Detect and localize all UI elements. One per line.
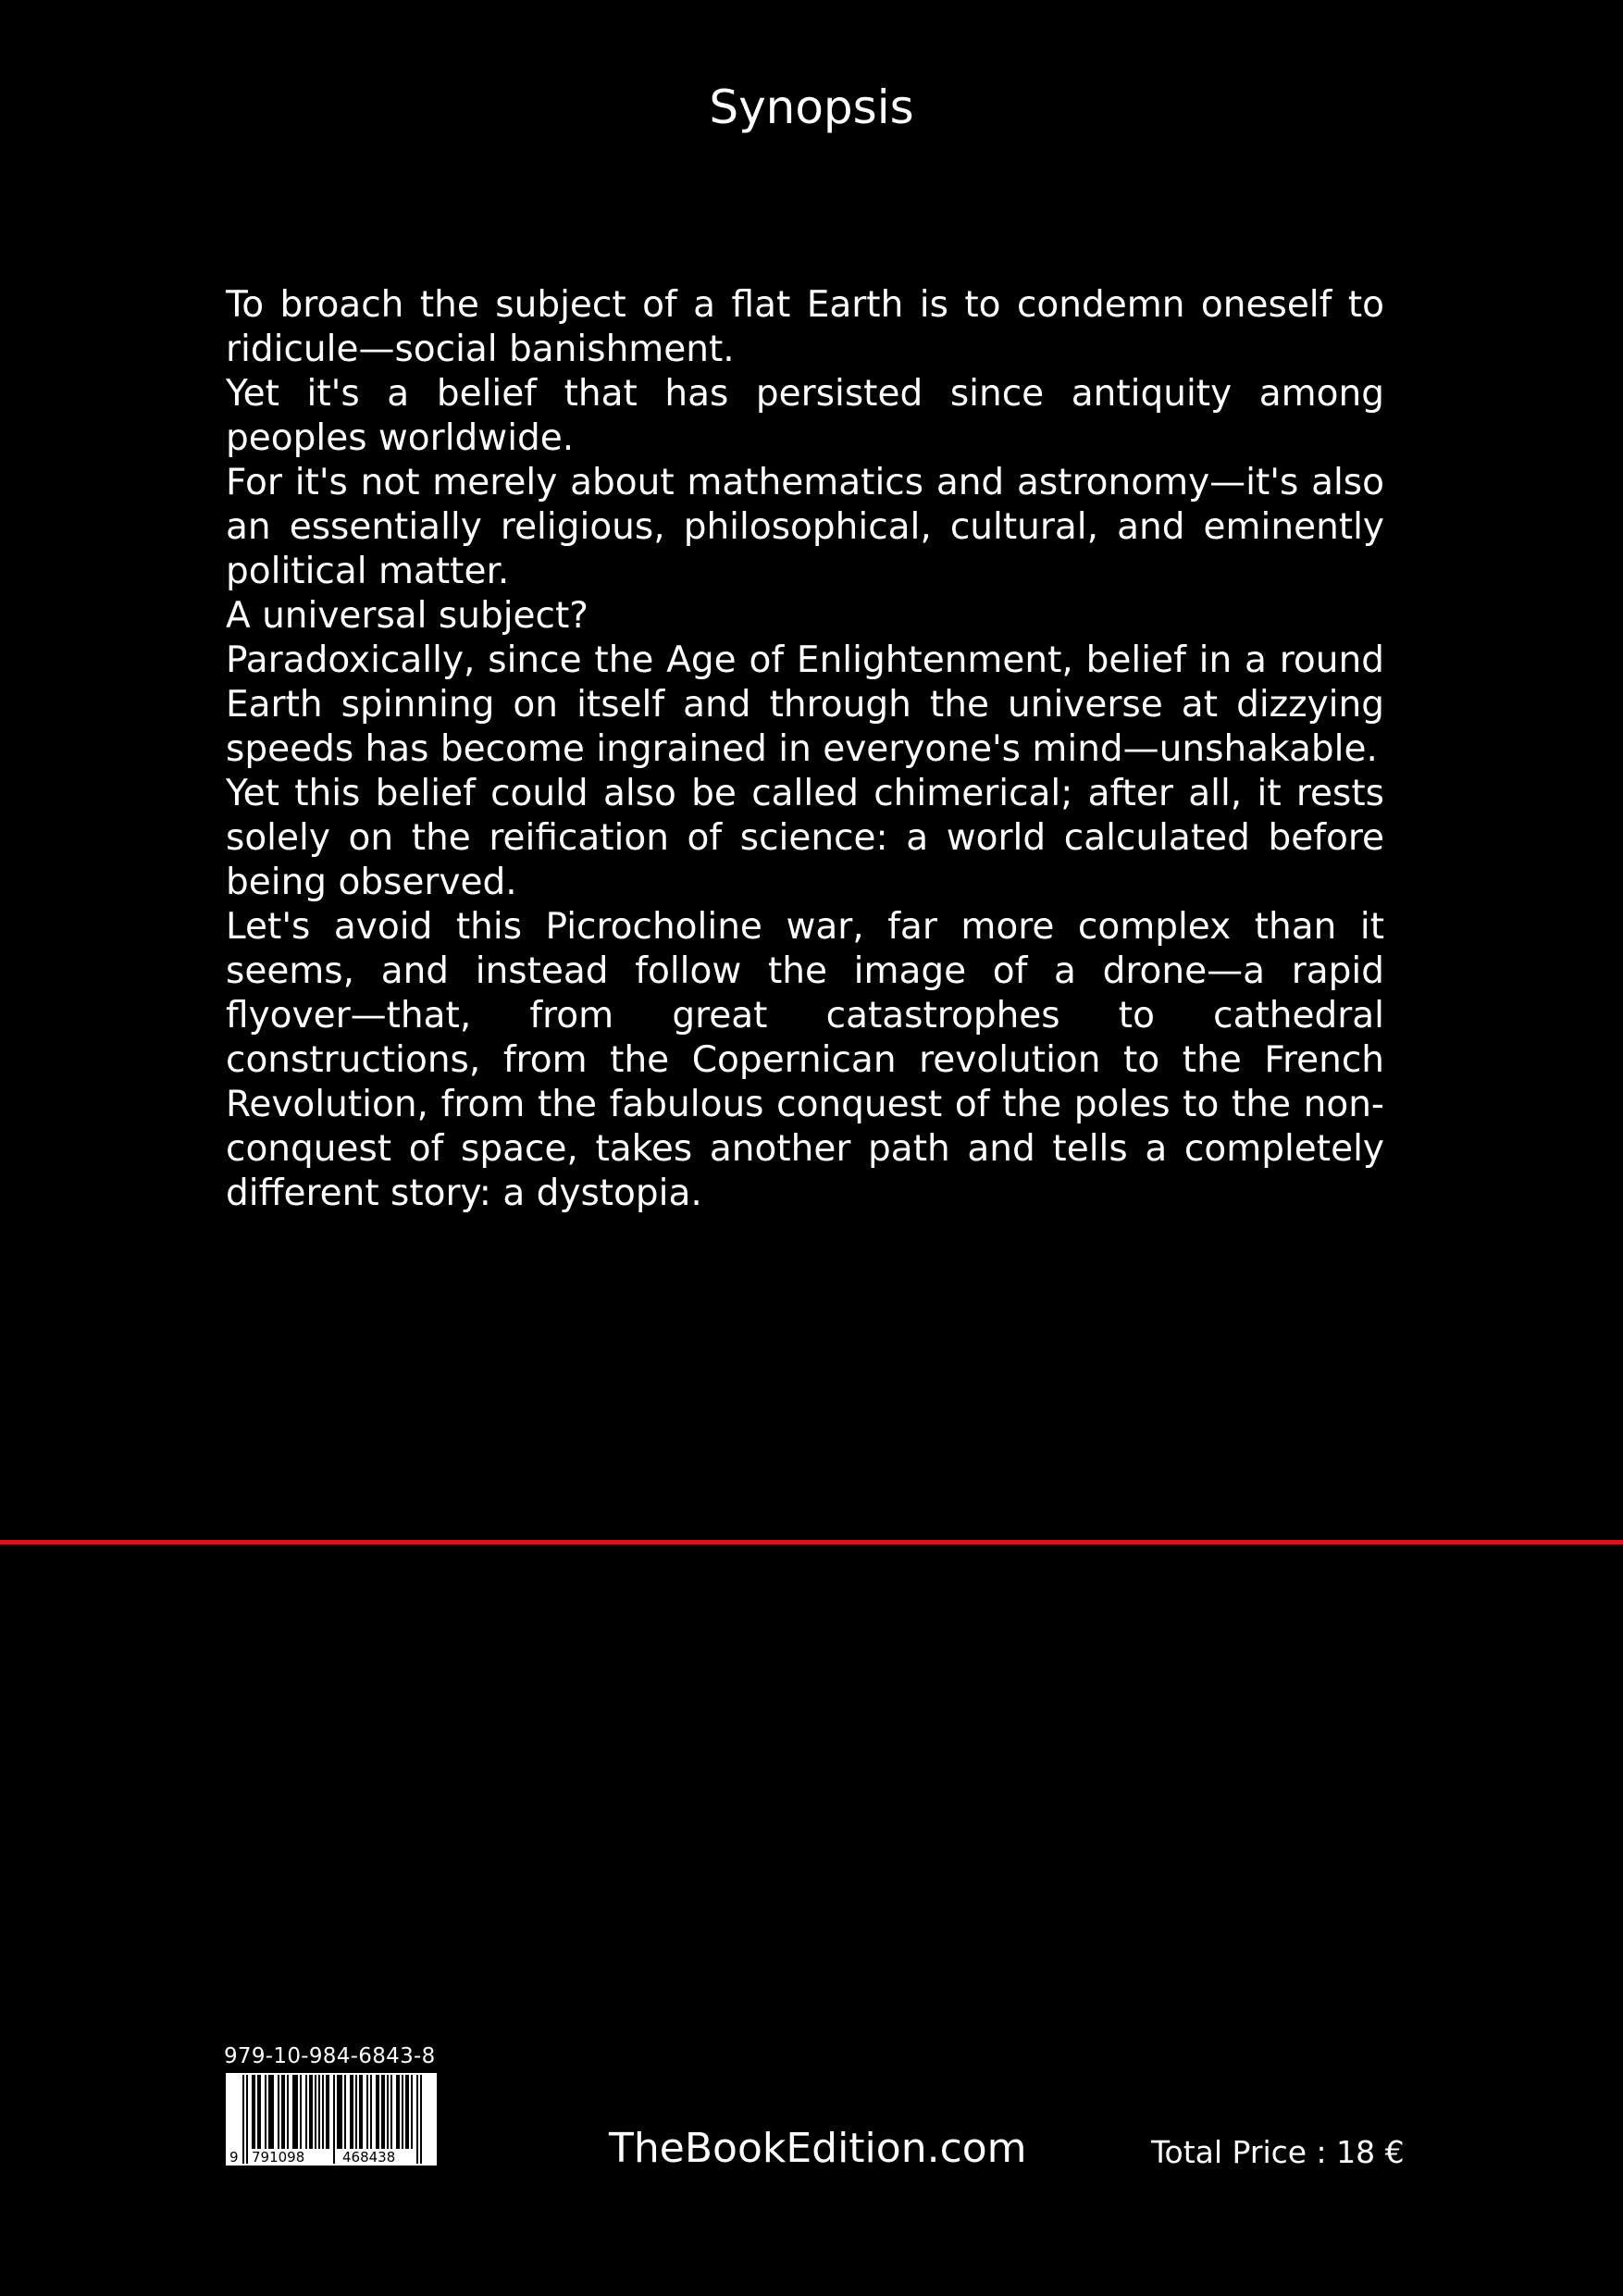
barcode-bar — [259, 2075, 261, 2149]
barcode-bar — [396, 2075, 398, 2149]
synopsis-paragraph: Let's avoid this Picrocholine war, far more complex than it seems, and instead follow the image of a drone—a rapid flyover—that, from great catastrophes to cathedral constructions, from the Copernican revolution to the French Revolution, from the fabulous conquest of the poles to the non-conquest of space, takes another path and tells a completely different story: a dystopia. — [226, 906, 1384, 1214]
red-divider — [0, 1540, 1623, 1545]
barcode-bar — [344, 2075, 346, 2149]
synopsis-paragraph: Yet it's a belief that has persisted since antiquity among peoples worldwide. — [226, 373, 1384, 459]
barcode-bar — [278, 2075, 279, 2149]
barcode-bar — [420, 2075, 422, 2164]
barcode-bar — [305, 2075, 307, 2149]
barcode-bar — [359, 2075, 361, 2149]
barcode-bar — [370, 2075, 372, 2149]
barcode-bar — [296, 2075, 298, 2149]
barcode-bar — [283, 2075, 285, 2149]
synopsis-text — [226, 283, 1384, 1216]
barcode-bar — [322, 2075, 324, 2149]
isbn-number: 979-10-984-6843-8 — [224, 2044, 436, 2068]
barcode-bar — [341, 2075, 342, 2149]
barcode-bar — [268, 2075, 270, 2149]
barcode-bar — [361, 2075, 363, 2149]
barcode-bar — [257, 2075, 259, 2149]
barcode-bar — [294, 2075, 296, 2149]
page-title: Synopsis — [709, 81, 914, 134]
barcode-bar — [246, 2075, 248, 2164]
barcode-bar — [398, 2075, 400, 2149]
barcode-bar — [416, 2075, 418, 2164]
barcode-bar — [254, 2075, 255, 2149]
barcode-bar — [281, 2075, 283, 2149]
barcode-bar — [318, 2075, 320, 2149]
barcode — [226, 2073, 437, 2166]
barcode-bar — [242, 2075, 244, 2164]
barcode-digit-first: 9 — [229, 2149, 239, 2166]
barcode-bar — [411, 2075, 413, 2149]
synopsis-paragraph: For it's not merely about mathematics and astronomy—it's also an essentially religious, philosophical, cultural, and eminently political matter. — [226, 462, 1384, 592]
barcode-bar — [315, 2075, 316, 2149]
barcode-bar — [328, 2075, 329, 2149]
barcode-bar — [383, 2075, 385, 2149]
barcode-bar — [265, 2075, 266, 2149]
barcode-bar — [355, 2075, 357, 2149]
barcode-bar — [333, 2075, 335, 2164]
synopsis-paragraph: Paradoxically, since the Age of Enlightenment, belief in a round Earth spinning on itself and through the universe at dizzying speeds has become ingrained in everyone's mind—unshakable. — [226, 639, 1384, 770]
barcode-bar — [270, 2075, 272, 2149]
publisher-name: TheBookEdition.com — [609, 2125, 1027, 2172]
barcode-bar — [252, 2075, 254, 2149]
barcode-bar — [309, 2075, 311, 2149]
barcode-bar — [378, 2075, 379, 2149]
barcode-bar — [350, 2075, 352, 2149]
barcode-bar — [402, 2075, 403, 2149]
barcode-bar — [381, 2075, 383, 2149]
barcode-bar — [337, 2075, 339, 2149]
barcode-bar — [352, 2075, 353, 2149]
barcode-bar — [387, 2075, 389, 2149]
barcode-bar — [390, 2075, 392, 2149]
barcode-digits-left: 791098 — [252, 2149, 305, 2166]
barcode-bar — [287, 2075, 289, 2149]
synopsis-paragraph: A universal subject? — [226, 595, 588, 637]
barcode-bar — [311, 2075, 313, 2149]
barcode-bar — [292, 2075, 294, 2149]
barcode-digits-right: 468438 — [342, 2149, 396, 2166]
barcode-bar — [300, 2075, 302, 2149]
synopsis-paragraph: Yet this belief could also be called chimerical; after all, it rests solely on the reification of science: a world calculated before being observed. — [226, 773, 1384, 903]
barcode-bar — [272, 2075, 274, 2149]
barcode-bar — [339, 2075, 341, 2149]
barcode-bar — [376, 2075, 378, 2149]
barcode-bar — [366, 2075, 368, 2149]
barcode-bar — [407, 2075, 409, 2149]
total-price: Total Price : 18 € — [1151, 2134, 1405, 2170]
barcode-bar — [326, 2075, 328, 2149]
barcode-bar — [405, 2075, 407, 2149]
synopsis-paragraph: To broach the subject of a flat Earth is to condemn oneself to ridicule—social banishment. — [226, 284, 1384, 370]
